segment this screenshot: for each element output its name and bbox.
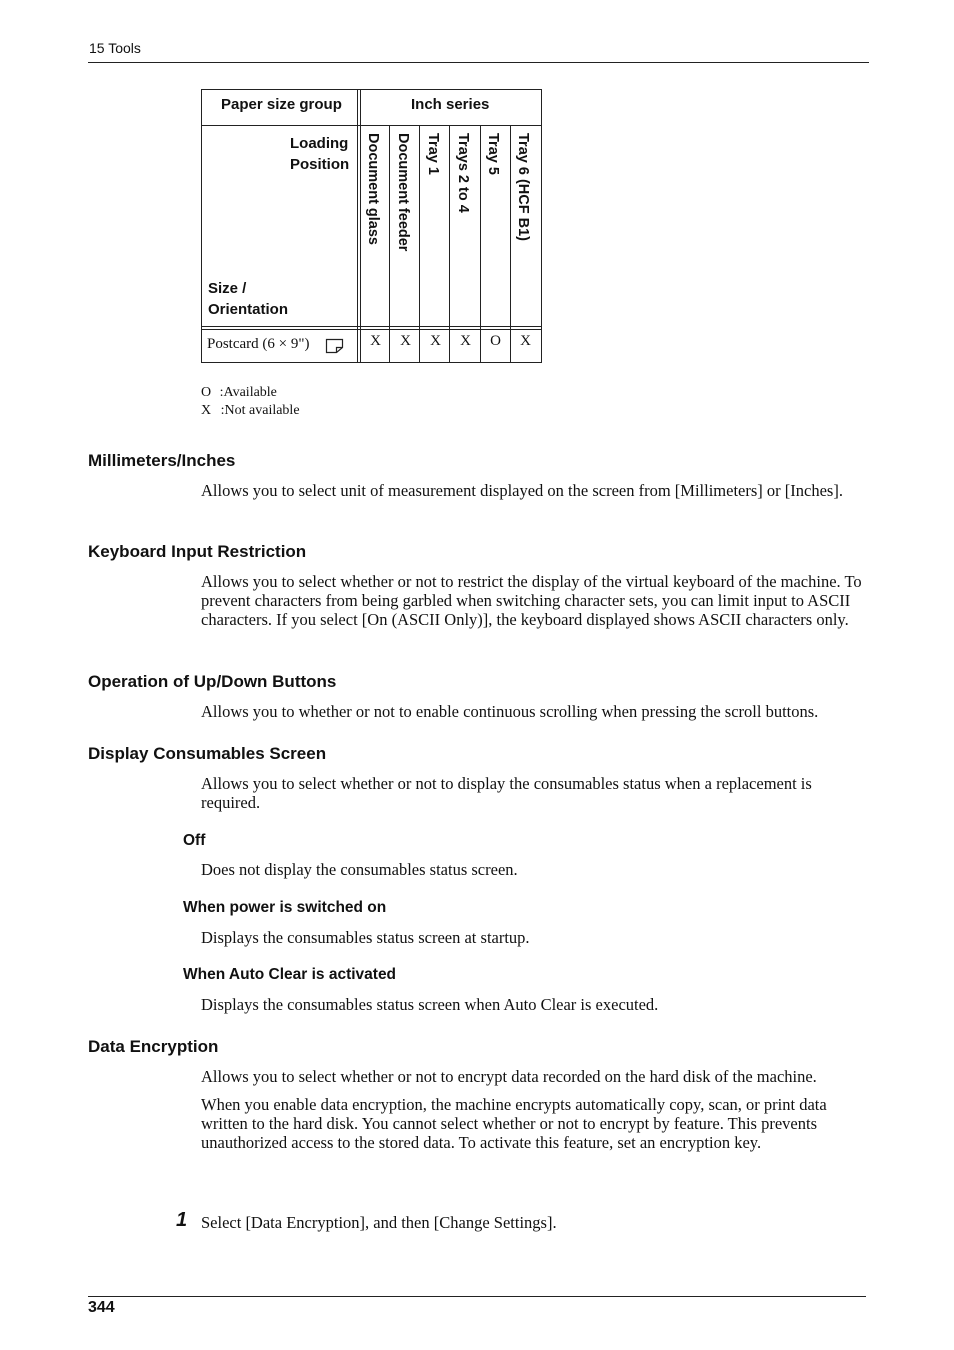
footer-divider — [88, 1296, 866, 1297]
legend-available — [201, 385, 277, 401]
table-divider — [357, 90, 358, 362]
paragraph-millimeters-inches: Allows you to select unit of measurement displayed on the screen from [Millimeters] or [Inches]. — [201, 481, 843, 500]
column-tray-6: Tray 6 (HCF B1) — [515, 133, 531, 241]
page-number: 344 — [88, 1299, 115, 1316]
legend-not-available — [201, 403, 300, 419]
size-orientation-label: Size / Orientation — [208, 280, 289, 318]
availability-mark: X — [400, 333, 411, 349]
paragraph-keyboard-input-restriction: Allows you to select whether or not to restrict the display of the virtual keyboard of the machine. To prevent characters from being garbled when switching character sets, you can limit input to ASCII characters. If you select [On (ASCII Only)], the keyboard displayed shows ASCII characters only. — [201, 572, 862, 629]
paragraph-display-consumables: Allows you to select whether or not to display the consumables status when a replacement is required. — [201, 774, 812, 812]
legend-symbol: X — [201, 403, 212, 418]
heading-up-down-buttons: Operation of Up/Down Buttons — [88, 672, 337, 691]
table-header-paper-size-group: Paper size group — [221, 96, 342, 113]
short-edge-feed-icon — [325, 338, 344, 354]
availability-mark: X — [430, 333, 441, 349]
paragraph-data-encryption-2: When you enable data encryption, the machine encrypts automatically copy, scan, or print data written to the hard disk. You cannot select whether or not to encrypt by feature. This prevents unauthorized access to the stored data. To activate this feature, set an encryption key. — [201, 1095, 827, 1152]
subheading-power-on: When power is switched on — [183, 899, 387, 916]
column-document-glass: Document glass — [365, 133, 381, 245]
paragraph-auto-clear: Displays the consumables status screen when Auto Clear is executed. — [201, 995, 659, 1014]
table-header-inch-series: Inch series — [411, 96, 490, 113]
availability-mark: O — [490, 333, 501, 349]
header-divider — [88, 62, 869, 63]
legend-symbol: O — [201, 385, 212, 400]
heading-millimeters-inches: Millimeters/Inches — [88, 451, 236, 470]
table-divider — [202, 329, 541, 330]
column-tray-1: Tray 1 — [425, 133, 441, 175]
paragraph-data-encryption-1: Allows you to select whether or not to encrypt data recorded on the hard disk of the machine. — [201, 1067, 817, 1086]
heading-keyboard-input-restriction: Keyboard Input Restriction — [88, 542, 307, 561]
table-divider — [202, 326, 541, 327]
heading-data-encryption: Data Encryption — [88, 1037, 219, 1056]
paragraph-off: Does not display the consumables status screen. — [201, 860, 518, 879]
subheading-off: Off — [183, 832, 206, 849]
table-divider — [360, 90, 361, 362]
running-header: 15 Tools — [89, 40, 141, 56]
availability-mark: X — [460, 333, 471, 349]
column-document-feeder: Document feeder — [395, 133, 411, 252]
step-text: Select [Data Encryption], and then [Change Settings]. — [201, 1213, 557, 1232]
loading-position-label: Loading Position — [290, 135, 350, 173]
paragraph-power-on: Displays the consumables status screen at startup. — [201, 928, 530, 947]
step-number: 1 — [176, 1209, 188, 1231]
availability-mark: X — [520, 333, 531, 349]
legend-text: :Available — [219, 385, 277, 400]
legend-text: :Not available — [220, 403, 300, 418]
heading-display-consumables: Display Consumables Screen — [88, 744, 327, 763]
subheading-auto-clear: When Auto Clear is activated — [183, 966, 397, 983]
availability-mark: X — [370, 333, 381, 349]
column-tray-5: Tray 5 — [485, 133, 501, 175]
paragraph-up-down-buttons: Allows you to whether or not to enable continuous scrolling when pressing the scroll buttons. — [201, 702, 819, 721]
row-label-postcard: Postcard (6 × 9") — [207, 336, 310, 352]
column-trays-2-to-4: Trays 2 to 4 — [455, 133, 471, 213]
table-divider — [202, 125, 541, 126]
